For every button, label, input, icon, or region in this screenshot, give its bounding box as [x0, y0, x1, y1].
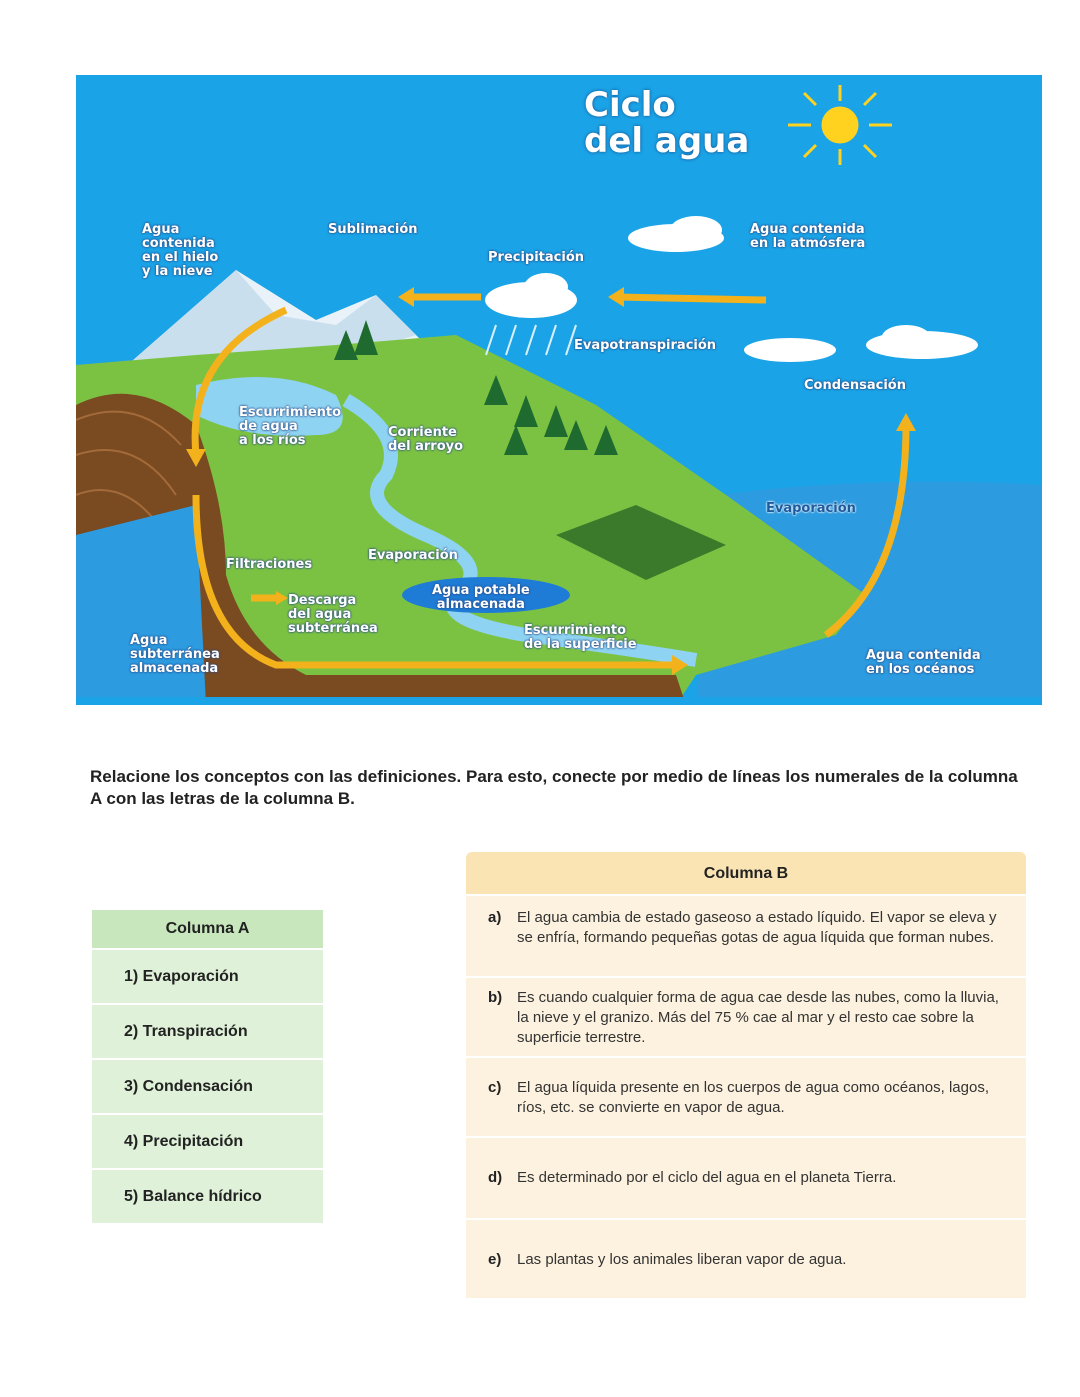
column-b-item[interactable]	[466, 1218, 1026, 1298]
label-groundwater-discharge: Descarga del agua subterránea	[288, 593, 378, 636]
column-a-item[interactable]: 4) Precipitación	[92, 1115, 323, 1170]
label-stream: Corriente del arroyo	[388, 425, 464, 454]
label-surface-runoff: Escurrimiento de la superficie	[524, 623, 637, 652]
column-a-item[interactable]: 5) Balance hídrico	[92, 1170, 323, 1225]
label-condensation: Condensación	[804, 378, 906, 393]
water-cycle-diagram	[76, 75, 1042, 705]
column-b-item[interactable]	[466, 1136, 1026, 1218]
label-ocean-water: Agua contenida en los océanos	[866, 648, 981, 677]
label-precipitation: Precipitación	[488, 250, 585, 265]
item-letter: c)	[488, 1079, 502, 1096]
column-b-item[interactable]	[466, 1056, 1026, 1136]
item-letter: e)	[488, 1251, 502, 1268]
item-letter: a)	[488, 909, 502, 926]
exercise-instruction: Relacione los conceptos con las definiciones. Para esto, conecte por medio de líneas los numerales de la columna A con las letras de la columna B.	[90, 767, 1018, 808]
column-a-item[interactable]: 3) Condensación	[92, 1060, 323, 1115]
column-a-item[interactable]: 2) Transpiración	[92, 1005, 323, 1060]
column-b-item[interactable]	[466, 894, 1026, 976]
item-letter: b)	[488, 989, 503, 1006]
item-definition: Las plantas y los animales liberan vapor de agua.	[517, 1251, 847, 1268]
item-definition: El agua líquida presente en los cuerpos de agua como océanos, lagos, ríos, etc. se convierte en vapor de agua.	[517, 1079, 989, 1116]
item-definition: Es determinado por el ciclo del agua en el planeta Tierra.	[517, 1169, 897, 1186]
column-b	[466, 852, 1026, 1298]
label-ice-water: Agua contenida en el hielo y la nieve	[142, 222, 219, 279]
label-evapotranspiration: Evapotranspiración	[574, 338, 717, 353]
label-evaporation-sea: Evaporación	[766, 501, 856, 516]
label-groundwater-stored: Agua subterránea almacenada	[130, 633, 220, 676]
diagram-title: Ciclo del agua	[584, 85, 750, 161]
label-sublimation: Sublimación	[328, 222, 418, 237]
column-a-header: Columna A	[92, 910, 323, 950]
column-b-header: Columna B	[466, 852, 1026, 894]
label-atmosphere-water: Agua contenida en la atmósfera	[750, 222, 866, 251]
label-runoff-rivers: Escurrimiento de agua a los ríos	[239, 405, 342, 448]
label-drinking-water: Agua potable almacenada	[432, 583, 530, 612]
column-a	[92, 910, 323, 1225]
item-letter: d)	[488, 1169, 503, 1186]
label-filtrations: Filtraciones	[226, 557, 313, 572]
label-evaporation-land: Evaporación	[368, 548, 458, 563]
column-b-item[interactable]	[466, 976, 1026, 1056]
item-definition: Es cuando cualquier forma de agua cae desde las nubes, como la lluvia, la nieve y el granizo. Más del 75 % cae al mar y el resto cae sobre la superficie terrestre.	[517, 989, 999, 1046]
column-a-item[interactable]: 1) Evaporación	[92, 950, 323, 1005]
item-definition: El agua cambia de estado gaseoso a estado líquido. El vapor se eleva y se enfría, formando pequeñas gotas de agua líquida que forman nubes.	[517, 909, 997, 946]
